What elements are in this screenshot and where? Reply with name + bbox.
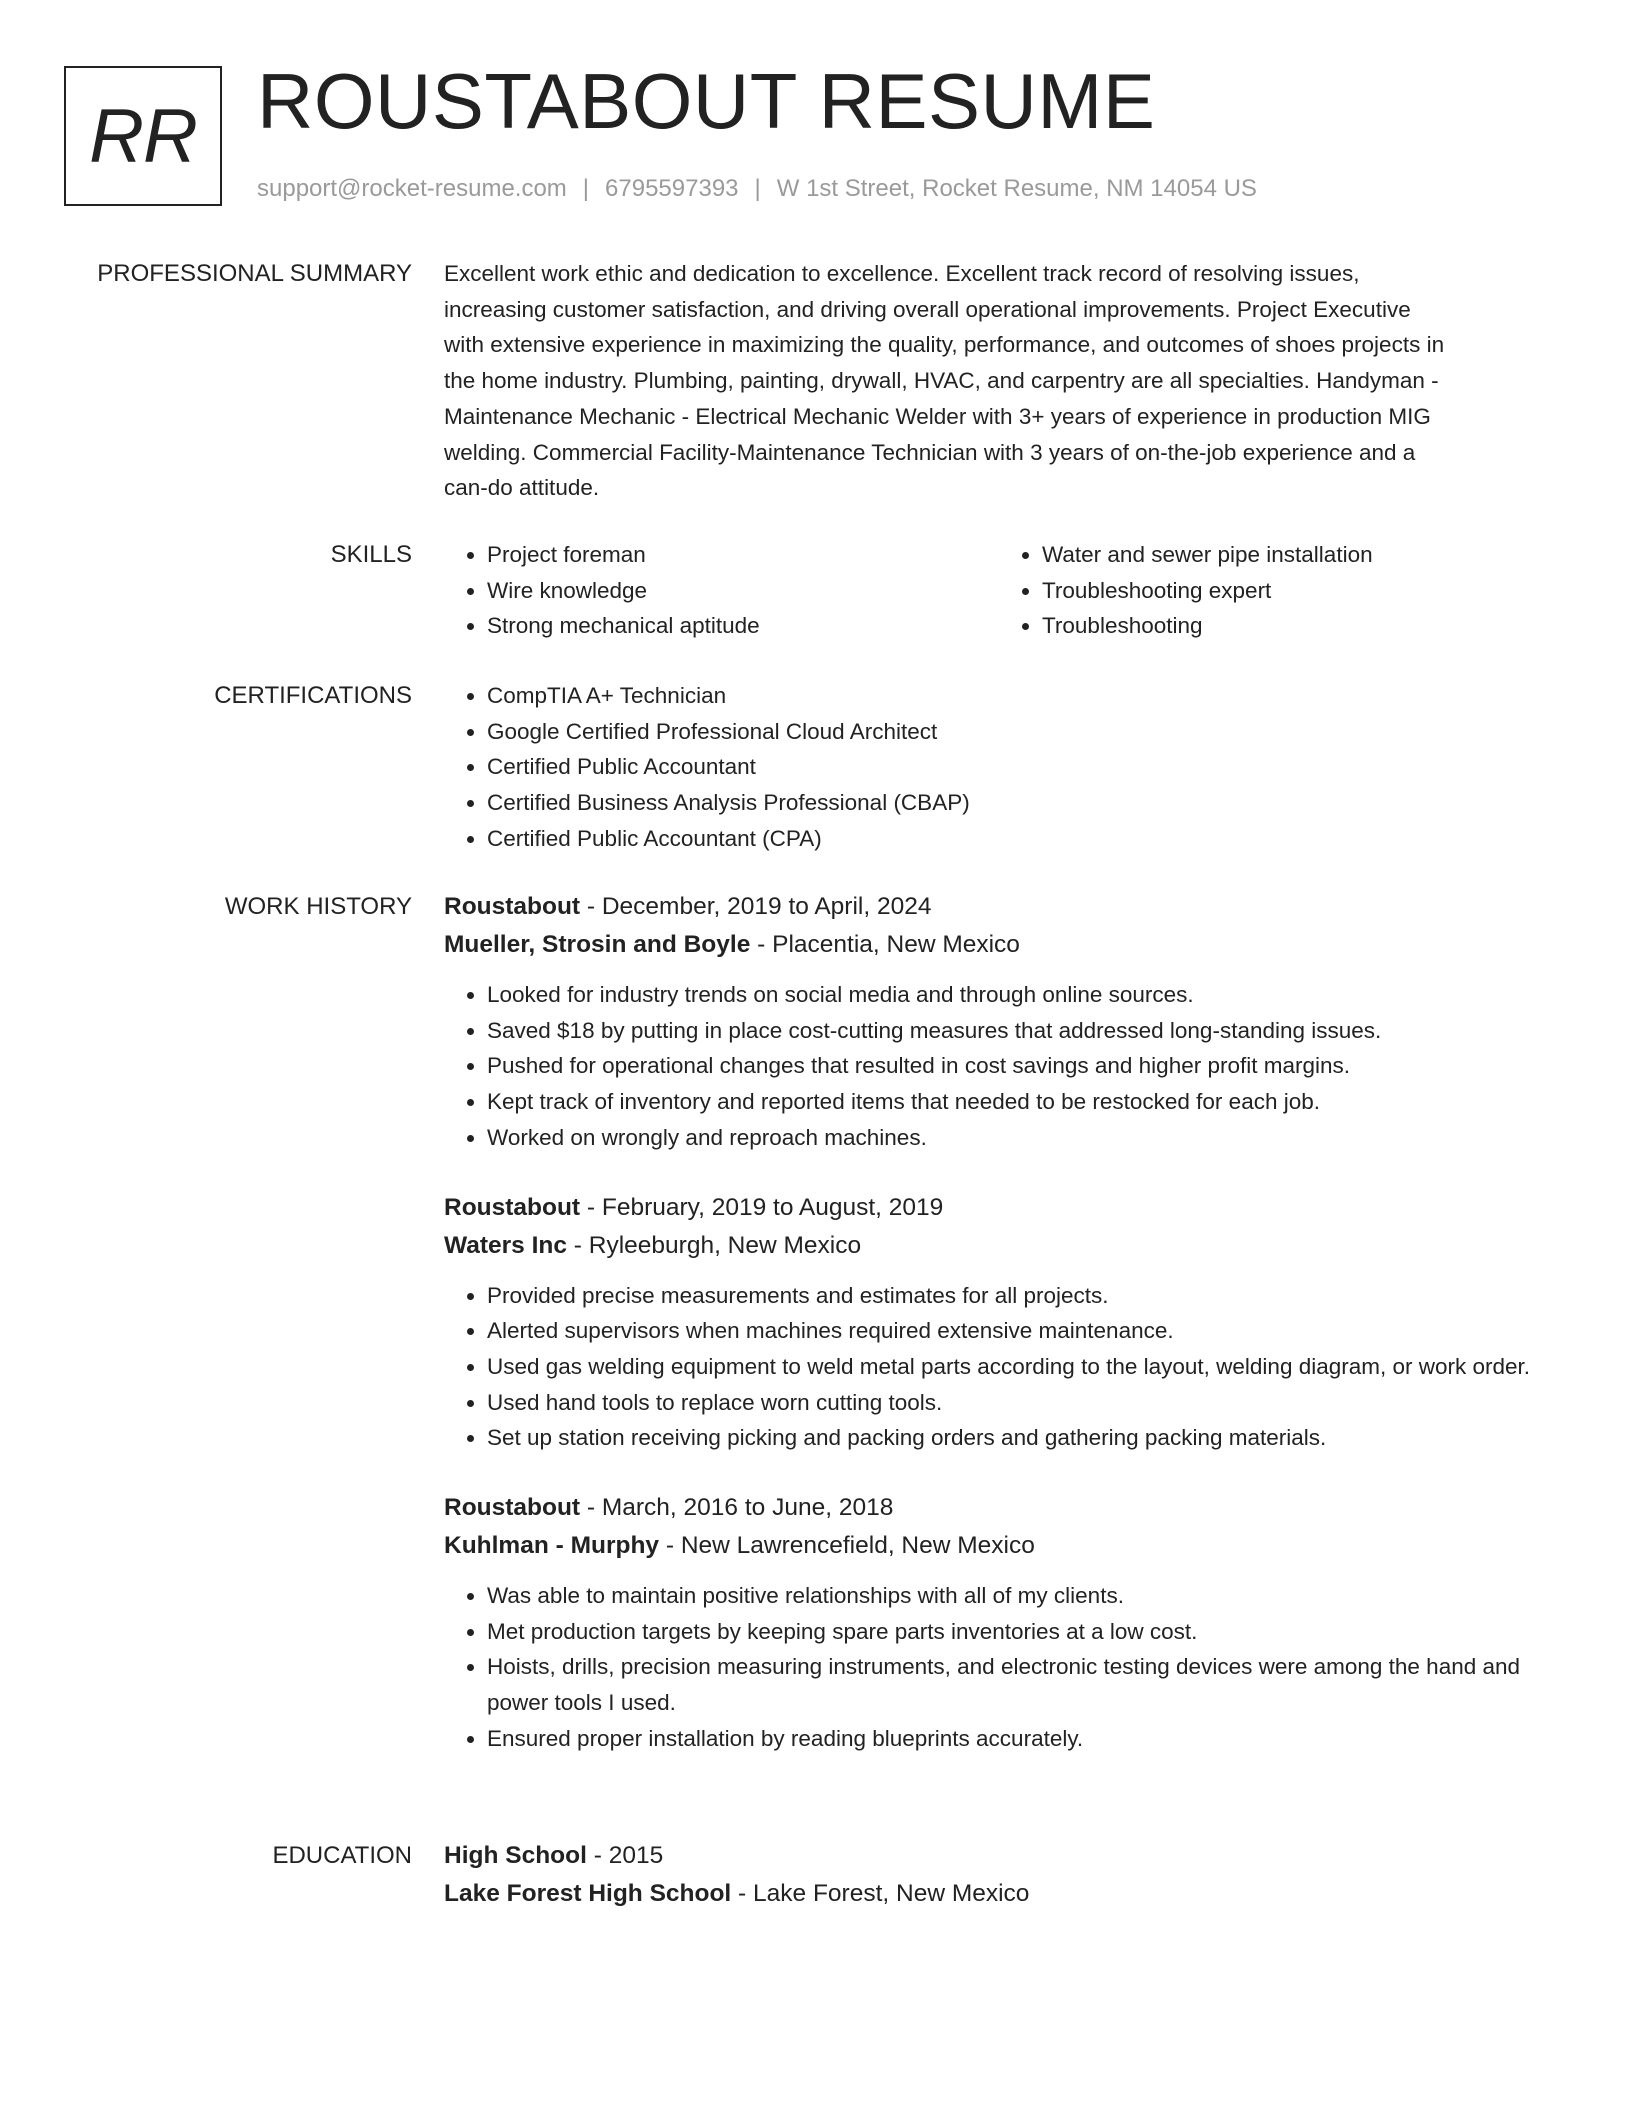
education-year: - 2015 bbox=[586, 1842, 664, 1869]
skills-heading: SKILLS bbox=[330, 541, 412, 568]
summary-heading: PROFESSIONAL SUMMARY bbox=[97, 260, 412, 287]
certifications-heading: CERTIFICATIONS bbox=[214, 682, 412, 709]
certification-item: • Google Certified Professional Cloud Architect bbox=[487, 714, 1554, 750]
skill-item: • Strong mechanical aptitude bbox=[487, 608, 999, 644]
education-heading: EDUCATION bbox=[272, 1842, 412, 1869]
summary-line: Excellent work ethic and dedication to excellence. Excellent track record of resolving issues, bbox=[444, 261, 1360, 286]
summary-line: Maintenance Mechanic - Electrical Mechanic Welder with 3+ years of experience in production MIG bbox=[444, 403, 1431, 429]
contact-line bbox=[257, 172, 1257, 206]
job-title-line bbox=[444, 1489, 1554, 1527]
education-degree: High School bbox=[444, 1842, 587, 1869]
job-duty: • Saved $18 by putting in place cost-cutting measures that addressed long-standing issues. bbox=[487, 1013, 1554, 1049]
contact-address: W 1st Street, Rocket Resume, NM 14054 US bbox=[776, 175, 1257, 202]
job-duty: • Kept track of inventory and reported items that needed to be restocked for each job. bbox=[487, 1084, 1554, 1120]
education-degree-line bbox=[444, 1837, 1554, 1875]
job-company-line bbox=[444, 926, 1554, 964]
resume-title: ROUSTABOUT RESUME bbox=[257, 57, 1156, 145]
skill-item: • Troubleshooting expert bbox=[1042, 573, 1554, 609]
job-title: Roustabout bbox=[444, 893, 581, 920]
education-body bbox=[444, 1837, 1554, 1913]
contact-separator: | bbox=[582, 175, 590, 202]
summary-line: increasing customer satisfaction, and driving overall operational improvements. Project Executive bbox=[444, 296, 1411, 322]
skills-list-left bbox=[444, 537, 999, 644]
job-duty: • Alerted supervisors when machines required extensive maintenance. bbox=[487, 1313, 1554, 1349]
job-company: Mueller, Strosin and Boyle bbox=[444, 931, 751, 958]
job-dates: - February, 2019 to August, 2019 bbox=[580, 1193, 944, 1221]
job-location: - Placentia, New Mexico bbox=[750, 931, 1020, 958]
job-title-line bbox=[444, 888, 1554, 926]
certifications-body bbox=[444, 678, 1554, 857]
job-title-line bbox=[444, 1189, 1554, 1227]
certification-item: • CompTIA A+ Technician bbox=[487, 678, 1554, 714]
job-duties bbox=[444, 1278, 1554, 1457]
job-location: - Ryleeburgh, New Mexico bbox=[567, 1231, 862, 1259]
job-duty: • Looked for industry trends on social media and through online sources. bbox=[487, 977, 1554, 1013]
job-duty: • Worked on wrongly and reproach machines. bbox=[487, 1120, 1554, 1156]
summary-line: with extensive experience in maximizing the quality, performance, and outcomes of shoes projects in bbox=[444, 332, 1445, 358]
certification-item: • Certified Public Accountant (CPA) bbox=[487, 821, 1554, 857]
contact-separator: | bbox=[754, 175, 761, 202]
job-duty: • Ensured proper installation by reading blueprints accurately. bbox=[487, 1721, 1554, 1757]
job-duty: • Used gas welding equipment to weld metal parts according to the layout, welding diagram, or work order. bbox=[487, 1349, 1554, 1385]
certifications-list bbox=[444, 678, 1554, 857]
education-location: - Lake Forest, New Mexico bbox=[731, 1880, 1030, 1907]
skill-item: • Troubleshooting bbox=[1042, 608, 1554, 644]
work-history-heading: WORK HISTORY bbox=[224, 893, 412, 920]
summary-body bbox=[444, 256, 1554, 506]
job-duty: • Set up station receiving picking and packing orders and gathering packing materials. bbox=[487, 1420, 1554, 1456]
job-company-line bbox=[444, 1227, 1554, 1265]
certification-item: • Certified Public Accountant bbox=[487, 749, 1554, 785]
job-company: Kuhlman - Murphy bbox=[444, 1532, 660, 1560]
skill-item: • Wire knowledge bbox=[487, 573, 999, 609]
job-duties bbox=[444, 1578, 1554, 1757]
job-location: - New Lawrencefield, New Mexico bbox=[659, 1532, 1035, 1560]
skill-item: • Water and sewer pipe installation bbox=[1042, 537, 1554, 573]
job-duty: • Met production targets by keeping spare parts inventories at a low cost. bbox=[487, 1614, 1554, 1650]
skill-item: • Project foreman bbox=[487, 537, 999, 573]
job-duty: • Used hand tools to replace worn cutting tools. bbox=[487, 1385, 1554, 1421]
job-title: Roustabout bbox=[444, 1193, 581, 1221]
summary-line: can-do attitude. bbox=[444, 475, 600, 501]
certification-item: • Certified Business Analysis Professional (CBAP) bbox=[487, 785, 1554, 821]
job-duties bbox=[444, 977, 1554, 1156]
contact-phone[interactable]: 6795597393 bbox=[605, 175, 739, 202]
education-school-line bbox=[444, 1875, 1554, 1913]
job-entry bbox=[444, 1489, 1554, 1757]
job-duty: • Was able to maintain positive relationships with all of my clients. bbox=[487, 1578, 1554, 1614]
job-dates: - December, 2019 to April, 2024 bbox=[580, 893, 932, 920]
job-duty: • Hoists, drills, precision measuring instruments, and electronic testing devices were among the hand and power tools I used. bbox=[487, 1649, 1554, 1720]
job-entry bbox=[444, 888, 1554, 1156]
work-history-body bbox=[444, 888, 1554, 1757]
skills-list-right bbox=[999, 537, 1554, 644]
job-duty: • Pushed for operational changes that resulted in cost savings and higher profit margins. bbox=[487, 1048, 1554, 1084]
skills-body bbox=[444, 537, 1554, 644]
summary-line: welding. Commercial Facility-Maintenance Technician with 3 years of on-the-job experience and a bbox=[444, 439, 1416, 465]
job-duty: • Provided precise measurements and estimates for all projects. bbox=[487, 1278, 1554, 1314]
job-entry bbox=[444, 1189, 1554, 1457]
contact-email[interactable]: support@rocket-resume.com bbox=[257, 175, 567, 202]
job-dates: - March, 2016 to June, 2018 bbox=[580, 1494, 894, 1522]
education-school: Lake Forest High School bbox=[444, 1880, 732, 1907]
job-title: Roustabout bbox=[444, 1494, 581, 1522]
job-company-line bbox=[444, 1527, 1554, 1565]
summary-line: the home industry. Plumbing, painting, drywall, HVAC, and carpentry are all specialties. Handyman - bbox=[444, 368, 1439, 394]
job-company: Waters Inc bbox=[444, 1231, 567, 1259]
monogram-logo: RR bbox=[64, 66, 222, 206]
